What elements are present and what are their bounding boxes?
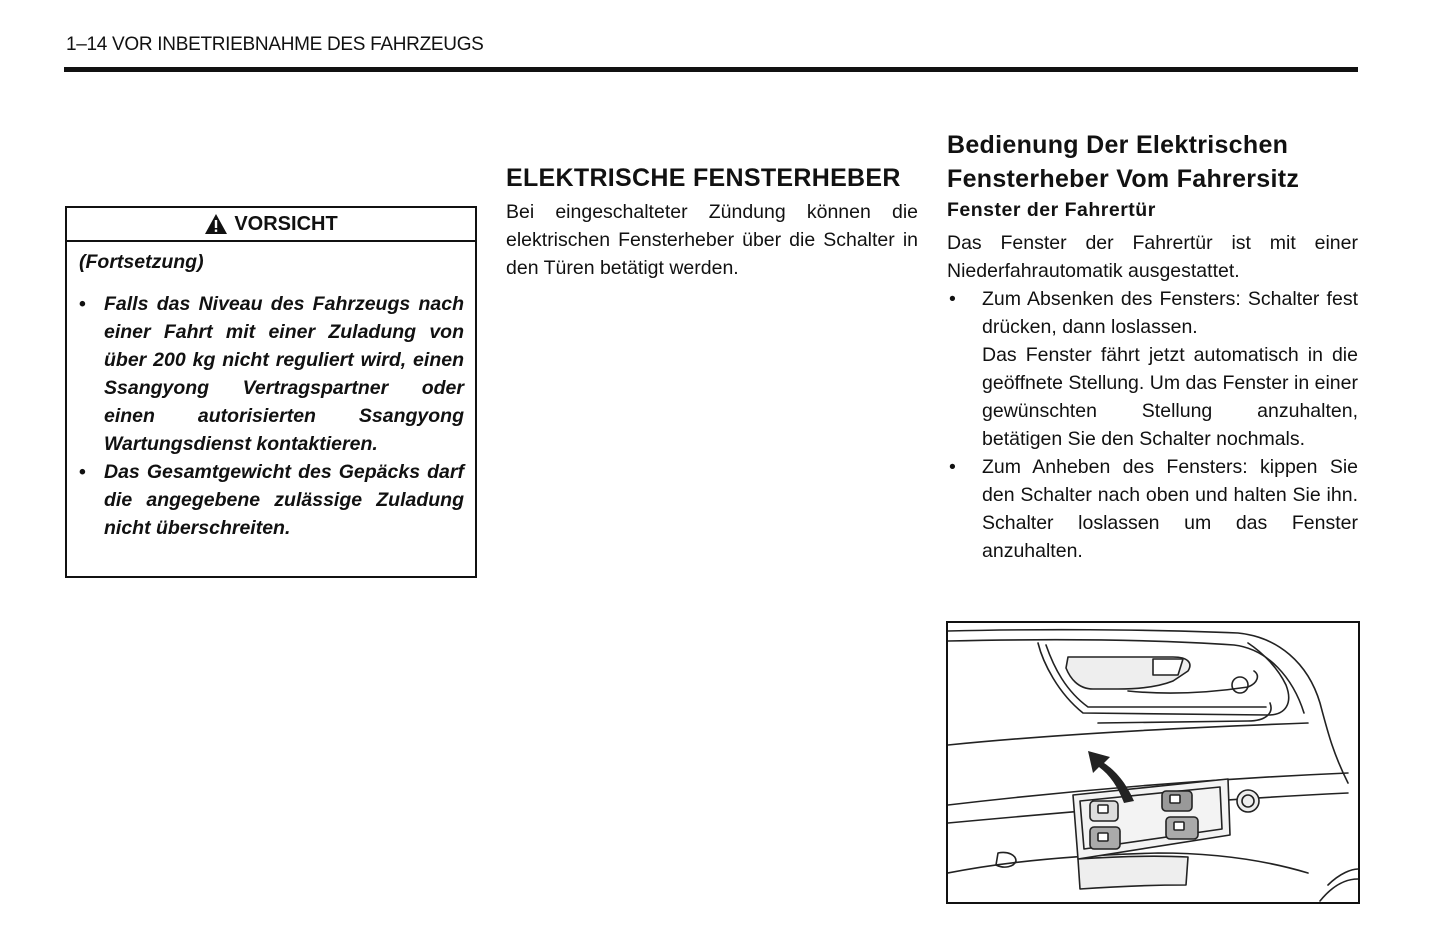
driver-list-item xyxy=(947,285,1358,453)
caution-header xyxy=(67,208,475,242)
driver-list-item xyxy=(947,453,1358,565)
caution-item: • Falls das Niveau des Fahrzeugs nach einer Fahrt mit einer Zuladung von über 200 kg nicht reguliert wird, einen Ssangyong Vertragspartner oder einen autorisierten Ssangyong Wartungsdienst kontaktieren. xyxy=(79,290,464,458)
section-text-driver xyxy=(947,229,1358,565)
driver-intro: Das Fenster der Fahrertür ist mit einer Niederfahrautomatik ausgestattet. xyxy=(947,232,1358,282)
warning-triangle-icon xyxy=(204,213,228,235)
caution-continuation: (Fortsetzung) xyxy=(79,251,204,273)
door-panel-illustration xyxy=(948,623,1358,902)
caution-item: • Das Gesamtgewicht des Gepäcks darf die angegebene zulässige Zuladung nicht überschreiten. xyxy=(79,458,464,542)
section-title-windows: ELEKTRISCHE FENSTERHEBER xyxy=(506,164,901,192)
driver-item-text: • Zum Absenken des Fensters: Schalter fest drücken, dann loslassen. xyxy=(982,288,1358,338)
driver-item-text: • Zum Anheben des Fensters: kippen Sie den Schalter nach oben und halten Sie ihn. Schalter loslassen um das Fenster anzuhalten. xyxy=(982,456,1358,562)
caution-list xyxy=(79,290,464,542)
header-rule xyxy=(64,67,1358,72)
door-switch-figure xyxy=(946,621,1360,904)
driver-list xyxy=(947,285,1358,565)
driver-item-note: Das Fenster fährt jetzt automatisch in die geöffnete Stellung. Um das Fenster in einer gewünschten Stellung anzuhalten, betätigen Sie den Schalter nochmals. xyxy=(982,344,1358,450)
caution-box xyxy=(65,206,477,578)
page-header: 1–14 VOR INBETRIEBNAHME DES FAHRZEUGS xyxy=(66,34,484,55)
caution-body xyxy=(67,242,475,542)
section-title-driver: Bedienung Der Elektrischen Fensterheber Vom Fahrersitz xyxy=(947,131,1300,193)
section-text-windows: Bei eingeschalteter Zündung können die elektrischen Fensterheber über die Schalter in den Türen betätigt werden. xyxy=(506,201,918,279)
section-subtitle-driver: Fenster der Fahrertür xyxy=(947,199,1156,221)
caution-title: VORSICHT xyxy=(234,212,338,235)
